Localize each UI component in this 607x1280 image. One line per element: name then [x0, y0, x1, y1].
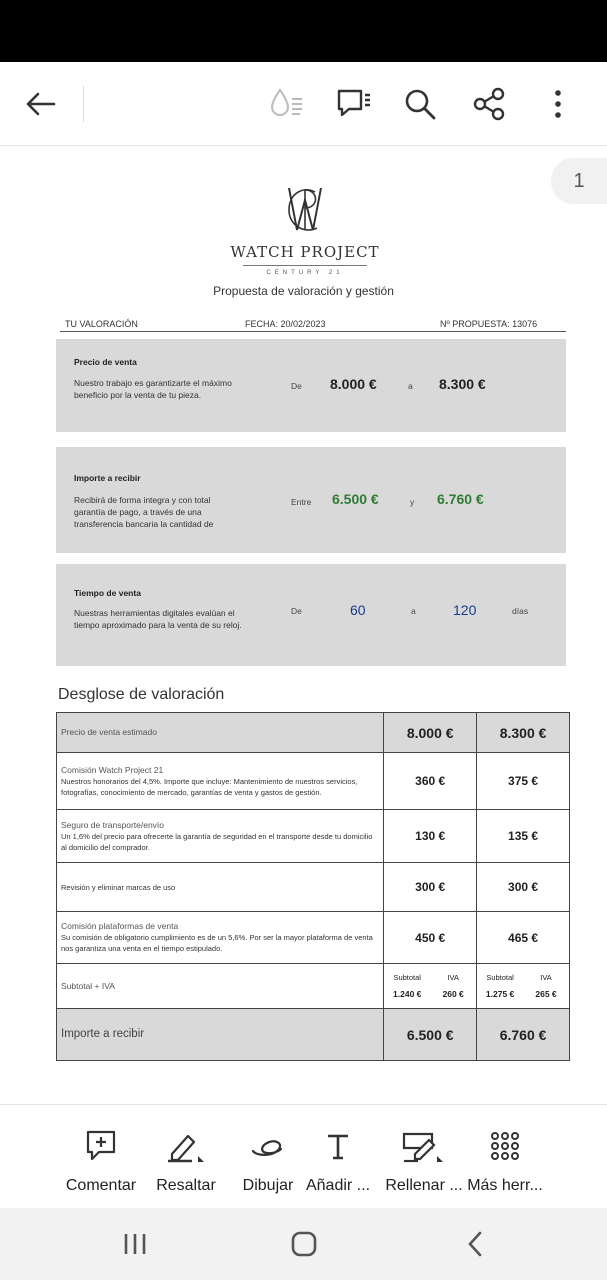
range-from-value: 60 [350, 602, 366, 618]
row-label [57, 863, 384, 912]
row-title: Importe a recibir [61, 1028, 145, 1040]
box-description: Nuestro trabajo es garantizarte el máximo beneficio por la venta de tu pieza. [74, 378, 232, 400]
date-label: FECHA: 20/02/2023 [245, 319, 326, 329]
pdf-page[interactable] [0, 146, 607, 1104]
breakdown-title: Desglose de valoración [58, 686, 225, 703]
range-from-value: 8.000 € [330, 376, 377, 392]
add-text-tool[interactable] [288, 1127, 388, 1195]
iva-value: 260 € [442, 989, 464, 999]
total-value-high: 6.760 € [477, 1009, 570, 1061]
proposal-number: Nº PROPUESTA: 13076 [440, 319, 538, 329]
amount-to-receive-box [56, 447, 566, 553]
table-row [57, 810, 570, 863]
liquid-mode-icon[interactable] [266, 84, 306, 124]
tool-label: Más herr... [467, 1177, 543, 1194]
tool-label: Resaltar [156, 1177, 216, 1194]
more-tools-tool[interactable] [455, 1127, 555, 1195]
range-from-word: De [291, 606, 302, 616]
range-to-word: a [411, 606, 416, 616]
box-description: Recibirá de forma integra y con total garantía de pago, a través de una transferencia bancaria la cantidad de [74, 495, 214, 529]
top-toolbar [0, 62, 607, 146]
row-value-high: 300 € [477, 863, 570, 912]
watch-project-logo [230, 184, 380, 276]
status-bar [0, 0, 607, 62]
tool-label: Añadir ... [305, 1177, 371, 1194]
tool-label: Rellenar ... [385, 1177, 463, 1194]
home-icon[interactable] [284, 1228, 324, 1260]
iva-header: IVA [540, 973, 552, 982]
row-value-high: 465 € [477, 912, 570, 964]
subtotal-cell-low [384, 964, 477, 1009]
range-from-word: Entre [291, 497, 312, 507]
tool-label: Dibujar [242, 1177, 294, 1194]
toolbar-divider [83, 86, 84, 122]
table-row [57, 912, 570, 964]
row-value-high: 135 € [477, 810, 570, 863]
row-description: Su comisión de obligatorio cumplimiento es de un 5,6%. Por ser la mayor plataforma de venta nos garantiza una venta en el tiempo estipulado. [61, 933, 373, 953]
row-title: Comisión plataformas de venta [61, 921, 179, 931]
row-label [57, 753, 384, 810]
comments-list-icon[interactable] [333, 84, 373, 124]
brand-subtitle: CENTURY 21 [243, 265, 367, 276]
range-to-value: 8.300 € [439, 376, 486, 392]
box-description: Nuestras herramientas digitales evalúan el tiempo aproximado para la venta de su reloj. [74, 608, 242, 630]
system-nav-bar [0, 1208, 607, 1280]
range-to-word: y [410, 497, 415, 507]
row-title: Subtotal + IVA [61, 980, 115, 991]
row-value-high: 375 € [477, 753, 570, 810]
box-title: Importe a recibir [74, 473, 141, 483]
sale-price-box [56, 339, 566, 432]
nav-back-icon[interactable] [455, 1228, 495, 1260]
row-label [57, 964, 384, 1009]
table-row [57, 753, 570, 810]
subtotal-value: 1.275 € [485, 989, 515, 999]
range-to-value: 6.760 € [437, 491, 484, 507]
row-title: Comisión Watch Project 21 [61, 764, 164, 775]
subtotal-header: Subtotal [393, 973, 421, 982]
row-value-low: 450 € [384, 912, 477, 964]
breakdown-table [56, 712, 570, 1061]
subtotal-value: 1.240 € [393, 989, 422, 999]
back-arrow-icon[interactable] [21, 84, 61, 124]
wp-monogram-icon [275, 184, 335, 236]
page-number-badge[interactable]: 1 [551, 158, 607, 204]
subtotal-cell-high [477, 964, 570, 1009]
grid-icon [455, 1127, 555, 1165]
range-to-word: a [408, 381, 413, 391]
row-value-low: 360 € [384, 753, 477, 810]
more-options-icon[interactable] [538, 84, 578, 124]
share-icon[interactable] [469, 84, 509, 124]
row-description: Un 1,6% del precio para ofrecerte la garantía de seguridad en el transporte desde tu domicilio al domicilio del comprador. [61, 831, 373, 852]
row-value-low: 8.000 € [384, 713, 477, 753]
range-from-value: 6.500 € [332, 491, 379, 507]
iva-header: IVA [447, 973, 459, 982]
sale-time-box [56, 564, 566, 666]
row-label [57, 810, 384, 863]
range-to-value: 120 [453, 602, 477, 618]
total-row [57, 1009, 570, 1061]
brand-name: WATCH PROJECT [230, 243, 380, 261]
row-title: Seguro de transporte/envío [61, 819, 165, 830]
bottom-toolbar [0, 1104, 607, 1208]
row-value-high: 8.300 € [477, 713, 570, 753]
subtotal-row [57, 964, 570, 1009]
recent-apps-icon[interactable] [115, 1228, 155, 1260]
row-title: Precio de venta estimado [61, 727, 157, 737]
text-icon [288, 1127, 388, 1165]
row-value-low: 130 € [384, 810, 477, 863]
table-row [57, 863, 570, 912]
row-label [57, 713, 384, 753]
row-title: Revisión y eliminar marcas de uso [61, 882, 176, 892]
row-value-low: 300 € [384, 863, 477, 912]
total-value-low: 6.500 € [384, 1009, 477, 1061]
document-subtitle: Propuesta de valoración y gestión [213, 284, 394, 298]
search-icon[interactable] [400, 84, 440, 124]
table-row [57, 713, 570, 753]
iva-value: 265 € [535, 989, 557, 999]
range-from-word: De [291, 381, 302, 391]
row-label [57, 1009, 384, 1061]
range-unit: días [512, 606, 529, 616]
box-title: Tiempo de venta [74, 588, 141, 598]
tool-label: Comentar [65, 1177, 137, 1194]
box-title: Precio de venta [74, 357, 137, 367]
valuation-label: TU VALORACIÓN [65, 319, 138, 329]
valuation-meta-row [60, 318, 566, 332]
row-description: Nuestros honorarios del 4,5%. Importe que incluye: Mantenimiento de nuestros servicios, fotografías, conocimiento de mercado, garantías de venta y gastos de gestión. [61, 776, 358, 797]
subtotal-header: Subtotal [486, 973, 514, 982]
row-label [57, 912, 384, 964]
